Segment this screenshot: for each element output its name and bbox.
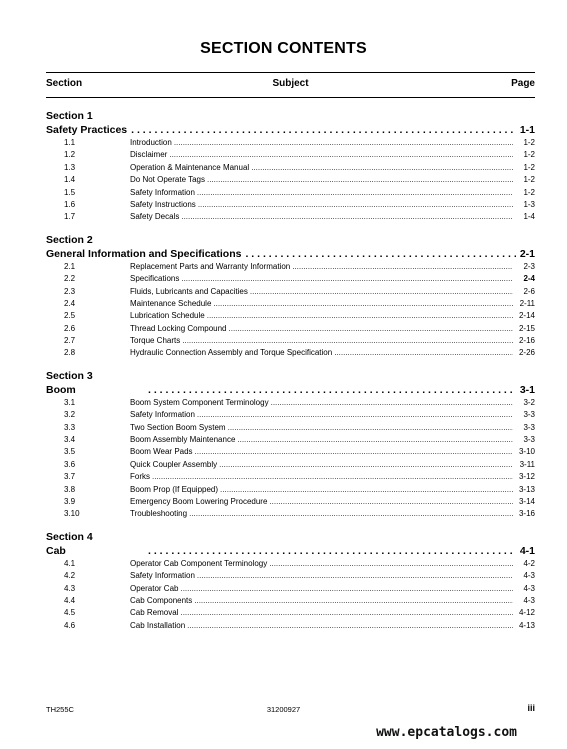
- dot-leader: [174, 137, 513, 149]
- section-title: Safety Practices: [46, 124, 128, 136]
- toc-item[interactable]: [46, 607, 535, 619]
- item-number: 4.1: [64, 558, 76, 568]
- toc-item[interactable]: [46, 422, 535, 434]
- item-subject: Troubleshooting: [130, 509, 188, 519]
- item-page: 4-3: [523, 571, 535, 581]
- item-subject: Operator Cab: [130, 583, 179, 593]
- item-subject: Safety Information: [130, 410, 195, 420]
- dot-leader: [131, 123, 516, 137]
- item-page: 2-15: [518, 323, 535, 333]
- item-number: 2.1: [64, 261, 76, 271]
- item-page: 2-11: [519, 298, 535, 308]
- toc-item[interactable]: [46, 335, 535, 347]
- item-number: 3.2: [64, 410, 76, 420]
- toc-item[interactable]: [46, 347, 535, 359]
- footer-document-number: 31200927: [266, 705, 301, 714]
- item-number: 2.6: [64, 323, 76, 333]
- item-subject: Emergency Boom Lowering Procedure: [130, 496, 268, 506]
- dot-leader: [194, 595, 513, 607]
- item-page: 4-2: [523, 558, 535, 568]
- dot-leader: [292, 261, 513, 273]
- table-header: [46, 72, 535, 98]
- item-subject: Safety Information: [130, 571, 195, 581]
- dot-leader: [180, 583, 513, 595]
- toc-item[interactable]: [46, 446, 535, 458]
- toc-item[interactable]: [46, 595, 535, 607]
- item-number: 2.7: [64, 336, 76, 346]
- item-number: 2.3: [64, 286, 76, 296]
- watermark: www.epcatalogs.com: [376, 725, 517, 740]
- dot-leader: [181, 211, 513, 223]
- section-title-row[interactable]: [46, 123, 535, 137]
- item-number: 1.3: [64, 162, 76, 172]
- item-page: 2-14: [518, 311, 535, 321]
- footer-page-number: iii: [527, 703, 535, 713]
- item-number: 1.4: [64, 175, 76, 185]
- item-subject: Thread Locking Compound: [130, 323, 227, 333]
- dot-leader: [197, 187, 513, 199]
- toc-item[interactable]: [46, 397, 535, 409]
- item-subject: Cab Removal: [130, 608, 179, 618]
- item-number: 3.5: [64, 447, 76, 457]
- item-number: 4.3: [64, 583, 76, 593]
- item-page: 3-12: [518, 472, 535, 482]
- item-subject: Boom Prop (If Equipped): [130, 484, 219, 494]
- item-number: 1.2: [64, 150, 76, 160]
- item-subject: Safety Information: [130, 187, 195, 197]
- toc-item[interactable]: [46, 471, 535, 483]
- toc-item[interactable]: [46, 286, 535, 298]
- item-subject: Lubrication Schedule: [130, 311, 205, 321]
- dot-leader: [148, 544, 516, 558]
- item-number: 2.4: [64, 298, 76, 308]
- section-title-row[interactable]: [46, 544, 535, 558]
- dot-leader: [237, 434, 513, 446]
- footer-model: TH255C: [46, 705, 74, 714]
- toc-item[interactable]: [46, 187, 535, 199]
- section-label: Section 3: [46, 369, 93, 382]
- dot-leader: [250, 286, 513, 298]
- item-number: 1.6: [64, 199, 76, 209]
- dot-leader: [245, 247, 515, 261]
- item-page: 1-2: [523, 150, 535, 160]
- page-title: SECTION CONTENTS: [200, 40, 367, 57]
- toc-item[interactable]: [46, 409, 535, 421]
- dot-leader: [197, 570, 513, 582]
- dot-leader: [180, 607, 513, 619]
- item-subject: Safety Decals: [130, 212, 180, 222]
- section-title-row[interactable]: [46, 247, 535, 261]
- section-page: 1-1: [519, 124, 535, 136]
- item-number: 1.5: [64, 187, 76, 197]
- dot-leader: [152, 471, 513, 483]
- item-number: 3.3: [64, 422, 76, 432]
- item-page: 1-3: [523, 199, 535, 209]
- item-page: 3-3: [523, 422, 535, 432]
- dot-leader: [207, 310, 513, 322]
- item-page: 1-4: [523, 212, 535, 222]
- dot-leader: [195, 446, 513, 458]
- item-number: 1.1: [64, 138, 76, 147]
- item-page: 2-3: [523, 261, 535, 271]
- toc-item[interactable]: [46, 323, 535, 335]
- item-subject: Hydraulic Connection Assembly and Torque Specification: [130, 348, 333, 358]
- item-page: 2-16: [518, 336, 535, 346]
- item-number: 2.2: [64, 274, 76, 284]
- dot-leader: [197, 409, 513, 421]
- dot-leader: [198, 199, 513, 211]
- toc-item[interactable]: [46, 496, 535, 508]
- item-subject: Cab Installation: [130, 620, 186, 630]
- item-number: 4.5: [64, 608, 76, 618]
- dot-leader: [189, 508, 513, 520]
- item-subject: Quick Coupler Assembly: [130, 459, 218, 469]
- section-title: Cab: [46, 544, 66, 557]
- toc-item[interactable]: [46, 174, 535, 186]
- item-page: 3-3: [523, 410, 535, 420]
- toc-item[interactable]: [46, 273, 535, 285]
- item-number: 4.6: [64, 620, 76, 630]
- item-page: 2-26: [518, 348, 535, 358]
- item-page: 4-3: [523, 583, 535, 593]
- item-page: 3-11: [519, 459, 535, 469]
- item-subject: Fluids, Lubricants and Capacities: [130, 286, 248, 296]
- item-page: 2-4: [523, 274, 535, 284]
- item-page: 4-13: [518, 620, 535, 630]
- item-page: 1-2: [523, 138, 535, 147]
- section-title-row[interactable]: [46, 383, 535, 397]
- item-page: 3-3: [523, 435, 535, 445]
- item-subject: Boom System Component Terminology: [130, 397, 269, 407]
- item-page: 2-6: [523, 286, 535, 296]
- item-subject: Torque Charts: [130, 336, 181, 346]
- toc-item[interactable]: [46, 261, 535, 273]
- toc-item[interactable]: [46, 620, 535, 632]
- dot-leader: [269, 496, 513, 508]
- item-number: 3.4: [64, 435, 76, 445]
- dot-leader: [269, 558, 513, 570]
- section-title: Boom: [46, 383, 76, 396]
- item-subject: Cab Components: [130, 595, 193, 605]
- toc-section: [46, 234, 535, 360]
- item-subject: Safety Instructions: [130, 199, 196, 209]
- toc-item[interactable]: [46, 137, 535, 149]
- toc-item[interactable]: [46, 211, 535, 223]
- item-number: 3.7: [64, 472, 76, 482]
- dot-leader: [334, 347, 513, 359]
- item-number: 2.8: [64, 348, 76, 358]
- dot-leader: [219, 459, 513, 471]
- section-label: Section 2: [46, 233, 93, 246]
- toc-item[interactable]: [46, 558, 535, 570]
- item-page: 1-2: [523, 175, 535, 185]
- item-number: 3.8: [64, 484, 76, 494]
- toc-item[interactable]: [46, 310, 535, 322]
- item-subject: Boom Wear Pads: [130, 447, 193, 457]
- toc-item[interactable]: [46, 199, 535, 211]
- item-number: 4.2: [64, 571, 76, 581]
- item-subject: Disclaimer: [130, 150, 168, 160]
- dot-leader: [182, 335, 513, 347]
- table-of-contents: [46, 110, 535, 642]
- dot-leader: [229, 323, 513, 335]
- toc-item[interactable]: [46, 162, 535, 174]
- item-subject: Operator Cab Component Terminology: [130, 558, 268, 568]
- header-page: Page: [511, 78, 535, 89]
- item-page: 3-14: [518, 496, 535, 506]
- dot-leader: [251, 162, 513, 174]
- item-page: 3-16: [518, 509, 535, 519]
- section-label: Section 4: [46, 530, 93, 543]
- item-page: 4-3: [523, 595, 535, 605]
- toc-section: [46, 531, 535, 632]
- section-page: 4-1: [519, 544, 535, 557]
- item-subject: Introduction: [130, 138, 172, 147]
- item-number: 1.7: [64, 212, 76, 222]
- item-page: 3-13: [518, 484, 535, 494]
- item-subject: Maintenance Schedule: [130, 298, 212, 308]
- item-number: 3.6: [64, 459, 76, 469]
- toc-section: [46, 370, 535, 521]
- toc-item[interactable]: [46, 508, 535, 520]
- toc-section: [46, 110, 535, 224]
- item-number: 3.1: [64, 397, 76, 407]
- item-subject: Forks: [130, 472, 150, 482]
- item-subject: Specifications: [130, 274, 180, 284]
- toc-item[interactable]: [46, 459, 535, 471]
- item-page: 1-2: [523, 187, 535, 197]
- item-number: 2.5: [64, 311, 76, 321]
- item-number: 4.4: [64, 595, 76, 605]
- item-page: 1-2: [523, 162, 535, 172]
- dot-leader: [181, 273, 513, 285]
- item-subject: Boom Assembly Maintenance: [130, 435, 236, 445]
- item-page: 3-10: [518, 447, 535, 457]
- dot-leader: [207, 174, 513, 186]
- header-subject: Subject: [272, 78, 309, 89]
- item-subject: Two Section Boom System: [130, 422, 226, 432]
- dot-leader: [148, 383, 516, 397]
- section-page: 3-1: [519, 383, 535, 396]
- toc-item[interactable]: [46, 570, 535, 582]
- item-subject: Do Not Operate Tags: [130, 175, 206, 185]
- header-section: Section: [46, 78, 83, 89]
- item-number: 3.9: [64, 496, 76, 506]
- toc-item[interactable]: [46, 149, 535, 161]
- dot-leader: [213, 298, 513, 310]
- dot-leader: [187, 620, 513, 632]
- item-subject: Operation & Maintenance Manual: [130, 162, 250, 172]
- item-page: 4-12: [518, 608, 535, 618]
- section-label: Section 1: [46, 110, 93, 122]
- toc-item[interactable]: [46, 298, 535, 310]
- section-page: 2-1: [519, 247, 535, 260]
- item-subject: Replacement Parts and Warranty Information: [130, 261, 291, 271]
- item-number: 3.10: [64, 509, 80, 519]
- dot-leader: [220, 484, 513, 496]
- section-title: General Information and Specifications: [46, 247, 242, 260]
- item-page: 3-2: [523, 397, 535, 407]
- toc-item[interactable]: [46, 484, 535, 496]
- toc-item[interactable]: [46, 434, 535, 446]
- toc-item[interactable]: [46, 583, 535, 595]
- dot-leader: [169, 149, 513, 161]
- dot-leader: [228, 422, 513, 434]
- dot-leader: [271, 397, 513, 409]
